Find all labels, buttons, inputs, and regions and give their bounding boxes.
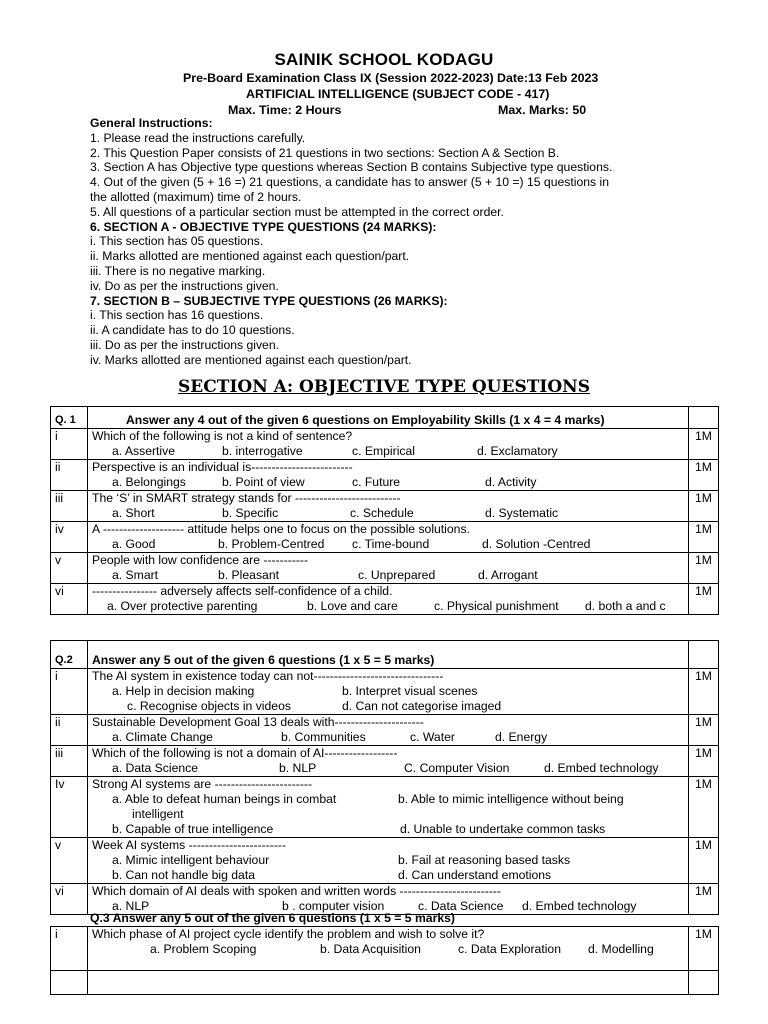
instruction-line: i. This section has 05 questions. <box>90 234 264 249</box>
option-c: c. Unprepared <box>358 568 436 582</box>
instruction-line: i. This section has 16 questions. <box>90 308 264 323</box>
instruction-line: 4. Out of the given (5 + 16 =) 21 questions, a candidate has to answer (5 + 10 =) 15 questions in <box>90 175 609 190</box>
question-text: People with low confidence are ----------- <box>92 553 309 567</box>
mark-value: 1M <box>689 715 719 746</box>
instructions-title: General Instructions: <box>90 116 213 130</box>
q2-heading: Answer any 5 out of the given 6 questions (1 x 5 = 5 marks) <box>88 641 689 669</box>
option-b: b. NLP <box>279 761 317 775</box>
option-b: b. Specific <box>222 506 279 520</box>
table-row <box>51 491 719 522</box>
option-d: d. Modelling <box>588 942 654 956</box>
instruction-line: 5. All questions of a particular section must be attempted in the correct order. <box>90 204 504 219</box>
option-c: C. Computer Vision <box>404 761 510 775</box>
option-a: a. Climate Change <box>112 730 213 744</box>
question-cell <box>88 838 689 884</box>
option-d: d. Embed technology <box>544 761 659 775</box>
option-a: a. Smart <box>112 568 159 582</box>
table-row <box>51 522 719 553</box>
instruction-line: 2. This Question Paper consists of 21 questions in two sections: Section A & Section B. <box>90 145 560 160</box>
school-name: SAINIK SCHOOL KODAGU <box>274 50 494 69</box>
instruction-line: iv. Do as per the instructions given. <box>90 278 279 293</box>
option-a: a. Mimic intelligent behaviour <box>112 853 270 867</box>
mark-value: 1M <box>689 553 719 584</box>
question-number: i <box>51 429 88 460</box>
option-a: a. Able to defeat human beings in combat <box>112 792 337 806</box>
question-number <box>51 971 88 995</box>
question-cell <box>88 746 689 777</box>
option-c: b. Capable of true intelligence <box>112 822 274 836</box>
question-number: ii <box>51 460 88 491</box>
mark-value: 1M <box>689 584 719 615</box>
instruction-line: ii. Marks allotted are mentioned against each question/part. <box>90 249 410 264</box>
option-a: a. Assertive <box>112 444 175 458</box>
question-cell <box>88 553 689 584</box>
instruction-line: 3. Section A has Objective type questions whereas Section B contains Subjective type questions. <box>90 160 613 175</box>
question-cell <box>88 927 689 971</box>
option-c: c. Empirical <box>352 444 415 458</box>
table-row <box>51 460 719 491</box>
option-d: d. Systematic <box>485 506 559 520</box>
general-instructions <box>90 116 690 368</box>
question-cell <box>88 429 689 460</box>
option-c: c. Data Science <box>418 899 504 913</box>
instruction-line: ii. A candidate has to do 10 questions. <box>90 323 295 338</box>
option-c: b. Can not handle big data <box>112 868 255 882</box>
q2-table <box>50 640 719 915</box>
question-text: Strong AI systems are ------------------------ <box>92 777 313 791</box>
option-c: c. Physical punishment <box>434 599 559 613</box>
question-text: A -------------------- attitude helps one to focus on the possible solutions. <box>92 522 470 536</box>
table-row <box>51 777 719 838</box>
q3-table <box>50 926 719 995</box>
option-b: b. Point of view <box>222 475 305 489</box>
option-c: c. Time-bound <box>352 537 430 551</box>
question-number: v <box>51 838 88 884</box>
question-number: Q. 1 <box>51 407 88 429</box>
question-cell <box>88 715 689 746</box>
option-c: c. Future <box>352 475 401 489</box>
question-text: Week AI systems ------------------------ <box>92 838 287 852</box>
mark-value: 1M <box>689 429 719 460</box>
option-d: d. Unable to undertake common tasks <box>400 822 606 836</box>
option-d: d. both a and c <box>585 599 666 613</box>
question-text: The ‘S’ in SMART strategy stands for -------------------------- <box>92 491 401 505</box>
question-cell <box>88 669 689 715</box>
question-text: Perspective is an individual is------------------------- <box>92 460 353 474</box>
option-a: a. Data Science <box>112 761 199 775</box>
instruction-line: iii. Do as per the instructions given. <box>90 337 279 352</box>
question-number: iv <box>51 522 88 553</box>
instruction-line: iv. Marks allotted are mentioned against each question/part. <box>90 352 412 367</box>
option-c: c. Schedule <box>350 506 414 520</box>
option-b: b. Fail at reasoning based tasks <box>398 853 571 867</box>
option-c: c. Data Exploration <box>458 942 561 956</box>
subject-line: ARTIFICIAL INTELLIGENCE (SUBJECT CODE - 417) <box>246 87 550 101</box>
mark-value: 1M <box>689 884 719 915</box>
table-row <box>51 669 719 715</box>
question-text: Which phase of AI project cycle identify the problem and wish to solve it? <box>92 927 485 941</box>
section-a-instructions-heading: 6. SECTION A - OBJECTIVE TYPE QUESTIONS (24 MARKS): <box>90 219 437 234</box>
question-number: iii <box>51 491 88 522</box>
option-b: b. Problem-Centred <box>218 537 325 551</box>
exam-line: Pre-Board Examination Class IX (Session 2022-2023) Date:13 Feb 2023 <box>183 71 599 85</box>
table-row <box>51 971 719 995</box>
option-d: d. Exclamatory <box>477 444 558 458</box>
question-cell <box>88 522 689 553</box>
option-d: d. Energy <box>495 730 548 744</box>
table-row <box>51 838 719 884</box>
q1-heading: Answer any 4 out of the given 6 questions on Employability Skills (1 x 4 = 4 marks) <box>88 407 689 429</box>
mark-value: 1M <box>689 669 719 715</box>
option-d: d. Can not categorise imaged <box>342 699 502 713</box>
question-number: ii <box>51 715 88 746</box>
question-text: Which domain of AI deals with spoken and written words ------------------------- <box>92 884 502 898</box>
option-b: b. Communities <box>281 730 366 744</box>
question-cell <box>88 491 689 522</box>
mark-cell <box>689 971 719 995</box>
question-cell <box>88 584 689 615</box>
question-cell <box>88 884 689 915</box>
option-b: b. Interpret visual scenes <box>342 684 478 698</box>
table-row <box>51 715 719 746</box>
max-time: Max. Time: 2 Hours <box>228 103 342 117</box>
question-number: v <box>51 553 88 584</box>
option-a: a. NLP <box>112 899 150 913</box>
question-text: Which of the following is not a kind of sentence? <box>92 429 353 443</box>
section-b-instructions-heading: 7. SECTION B – SUBJECTIVE TYPE QUESTIONS (26 MARKS): <box>90 293 448 308</box>
question-cell <box>88 971 689 995</box>
option-a: a. Belongings <box>112 475 186 489</box>
question-number: vi <box>51 584 88 615</box>
option-b: b. Able to mimic intelligence without being <box>398 792 624 806</box>
question-text: Which of the following is not a domain of AI------------------ <box>92 746 398 760</box>
table-row <box>51 927 719 971</box>
instruction-line: 1. Please read the instructions carefully. <box>90 130 306 145</box>
mark-value: 1M <box>689 460 719 491</box>
question-text: Sustainable Development Goal 13 deals with---------------------- <box>92 715 424 729</box>
option-d: d. Arrogant <box>478 568 538 582</box>
option-b: b . computer vision <box>282 899 385 913</box>
option-a: a. Problem Scoping <box>150 942 257 956</box>
option-d: d. Solution -Centred <box>482 537 591 551</box>
question-cell <box>88 460 689 491</box>
mark-value: 1M <box>689 746 719 777</box>
mark-value: 1M <box>689 491 719 522</box>
mark-cell <box>689 407 719 429</box>
option-b: b. Love and care <box>307 599 398 613</box>
table-row <box>51 884 719 915</box>
option-b: b. Pleasant <box>218 568 279 582</box>
mark-value: 1M <box>689 927 719 971</box>
option-d: d. Can understand emotions <box>398 868 552 882</box>
option-d: d. Activity <box>485 475 537 489</box>
question-text: The AI system in existence today can not-------------------------------- <box>92 669 444 683</box>
mark-value: 1M <box>689 777 719 838</box>
max-marks: Max. Marks: 50 <box>498 103 587 117</box>
table-row <box>51 429 719 460</box>
mark-value: 1M <box>689 838 719 884</box>
instruction-line: the allotted (maximum) time of 2 hours. <box>90 189 302 204</box>
option-a-continued: intelligent <box>132 807 184 821</box>
mark-value: 1M <box>689 522 719 553</box>
option-d: d. Embed technology <box>522 899 637 913</box>
option-a: a. Help in decision making <box>112 684 255 698</box>
section-a-title: SECTION A: OBJECTIVE TYPE QUESTIONS <box>178 377 590 397</box>
q3-heading: Q.3 Answer any 5 out of the given 6 questions (1 x 5 = 5 marks) <box>90 911 455 925</box>
option-c: c. Water <box>410 730 455 744</box>
mark-cell <box>689 641 719 669</box>
option-b: b. interrogative <box>222 444 303 458</box>
option-a: a. Over protective parenting <box>107 599 258 613</box>
table-row <box>51 553 719 584</box>
question-number: i <box>51 669 88 715</box>
table-row <box>51 746 719 777</box>
question-text: ---------------- adversely affects self-confidence of a child. <box>92 584 393 598</box>
option-a: a. Good <box>112 537 156 551</box>
option-a: a. Short <box>112 506 155 520</box>
question-number: i <box>51 927 88 971</box>
option-c: c. Recognise objects in videos <box>127 699 291 713</box>
question-number: Iv <box>51 777 88 838</box>
question-number: iii <box>51 746 88 777</box>
option-b: b. Data Acquisition <box>320 942 421 956</box>
question-number: Q.2 <box>51 641 88 669</box>
instruction-line: iii. There is no negative marking. <box>90 263 266 278</box>
question-number: vi <box>51 884 88 915</box>
q1-table <box>50 406 719 615</box>
question-cell <box>88 777 689 838</box>
table-row <box>51 584 719 615</box>
